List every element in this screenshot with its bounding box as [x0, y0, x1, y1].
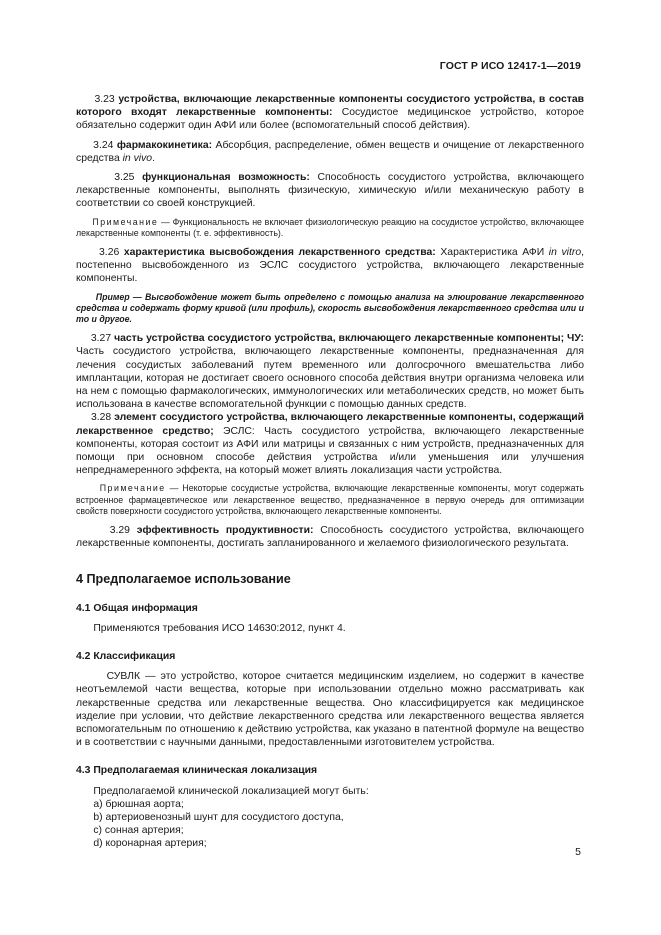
term-number: 3.27: [90, 333, 112, 345]
term-definition-italic: in vivo: [122, 152, 153, 164]
term-definition: Сосудистое медицинское устройство, которое обязательно содержит один АФИ или более (вспомогательный способ действия).: [76, 107, 585, 132]
section-4-1-text: [76, 622, 584, 635]
note-text: — Некоторые сосудистые устройства, включающие лекарственные компоненты, могут содержать встроенное фармацевтическое или лекарственное вещество, предназначенное в первую очередь для оптимизации свойств поверхности сосудистого устройства, включающего лекарственные компоненты.: [76, 483, 584, 516]
list-item-text: a) брюшная аорта;: [93, 798, 184, 810]
term-title: часть устройства сосудистого устройства, включающего лекарственные компоненты; ЧУ:: [114, 333, 585, 345]
term-definition-italic: in vitro: [548, 247, 582, 259]
term-number: 3.23: [94, 94, 115, 105]
section-4-heading: 4 Предполагаемое использование: [76, 571, 291, 586]
term-3-29: [76, 524, 584, 550]
list-item-text: d) коронарная артерия;: [93, 838, 207, 850]
term-title: эффективность продуктивности:: [136, 525, 314, 537]
note-label: Примечание: [99, 483, 166, 494]
section-4-2-heading: 4.2 Классификация: [76, 650, 176, 662]
term-title: характеристика высвобождения лекарственного средства:: [123, 247, 436, 259]
term-number: 3.26: [99, 247, 120, 259]
list-item: [76, 811, 584, 824]
term-definition: Абсорбция, распределение, обмен веществ и очищение от лекарственного средства: [76, 139, 585, 164]
term-number: 3.24: [93, 139, 114, 151]
term-definition: Часть сосудистого устройства, включающего лекарственные компоненты, которая состоит из АФИ или матрицы и связанных с ним устройств, предназначенных для помощи при основном способе действия устройства и/или уменьшения или улучшения непреднамеренного эффекта, на который может влиять локализация части устройства.: [76, 425, 585, 477]
term-definition: Способность сосудистого устройства, включающего лекарственные компоненты, выполнять физическую, химическую и/или механическую работу в соответствии со своей конструкцией.: [76, 172, 584, 210]
term-title: фармакокинетика:: [116, 139, 213, 151]
term-3-25: [76, 171, 584, 211]
paragraph-text: Предполагаемой клинической локализацией могут быть:: [93, 785, 369, 797]
term-3-26: [76, 246, 584, 286]
note-functionality: [76, 217, 584, 239]
term-3-28: [76, 411, 584, 477]
term-title: элемент сосудистого устройства, включающего лекарственные компоненты, содержащий лекарственное средство;: [76, 412, 585, 437]
term-definition: Способность сосудистого устройства, включающего лекарственные компоненты, достигать запланированного и желаемого физиологического результата.: [76, 525, 584, 550]
list-item: [76, 837, 584, 850]
list-item-text: b) артериовенозный шунт для сосудистого доступа,: [93, 811, 344, 823]
term-definition: Часть сосудистого устройства, включающего лекарственные компоненты, предназначенная для лечения сосудистых заболеваний путем временного или долгосрочного вмешательства либо имплантации, которая не достигает своего основного способа действия внутри организма человека или на нем с помощью фармакологических, иммунологических или метаболических средств, но может быть использована в качестве вспомогательной функции с помощью данных средств.: [76, 346, 584, 411]
term-3-24: [76, 139, 584, 165]
document-code: ГОСТ Р ИСО 12417-1—2019: [439, 60, 581, 72]
term-definition: Характеристика АФИ: [440, 247, 545, 259]
note-text: — Функциональность не включает физиологическую реакцию на сосудистое устройство, включающее лекарственные компоненты (т. е. эффективность).: [76, 216, 584, 238]
term-number: 3.29: [109, 525, 130, 537]
term-number: 3.25: [114, 172, 135, 184]
term-abbreviation: ЭСЛС:: [222, 425, 255, 437]
list-item: [76, 798, 584, 811]
section-4-1-heading: 4.1 Общая информация: [76, 602, 198, 614]
example-text: Пример — Высвобождение может быть определено с помощью анализа на элюирование лекарственного средства и содержать форму кривой (или профиль), скорость высвобождения лекарственного средства или и то и другое.: [76, 291, 584, 325]
paragraph-text: СУВЛК — это устройство, которое считается медицинским изделием, но содержит в качестве неотъемлемой части вещества, которые при использовании отдельно можно рассматривать как лекарственные средства или лекарственные вещества. Оно классифицируется как медицинское изделие при условии, что действие лекарственного средства или лекарственного вещества является вспомогательным по отношению к действию устройства, как указано в патентной формуле на вещество и в соответствии с научными данными, предоставленными изготовителем устройства.: [76, 671, 584, 749]
term-3-27: [76, 332, 584, 411]
term-definition-end: .: [152, 152, 155, 164]
term-title: функциональная возможность:: [142, 172, 310, 184]
page-content: [76, 93, 584, 851]
paragraph-text: Применяются требования ИСО 14630:2012, пункт 4.: [93, 622, 346, 634]
note-devices: [76, 483, 584, 517]
section-4-3-intro: [76, 785, 584, 798]
page-number: 5: [575, 846, 581, 858]
section-4-3-heading: 4.3 Предполагаемая клиническая локализация: [76, 765, 318, 777]
term-definition-end: , постепенно высвобожденного из ЭСЛС сосудистого устройства, включающего лекарственные компоненты.: [76, 247, 585, 285]
location-list: [76, 798, 584, 851]
term-title: устройства, включающие лекарственные компоненты сосудистого устройства, в состав которого входят лекарственные компоненты:: [76, 94, 585, 119]
list-item-text: c) сонная артерия;: [93, 825, 184, 837]
note-label: Примечание: [92, 216, 159, 227]
example-release: [76, 292, 584, 326]
list-item: [76, 824, 584, 837]
term-3-23: [76, 93, 584, 133]
section-4-2-text: [76, 670, 584, 749]
term-number: 3.28: [90, 412, 112, 424]
